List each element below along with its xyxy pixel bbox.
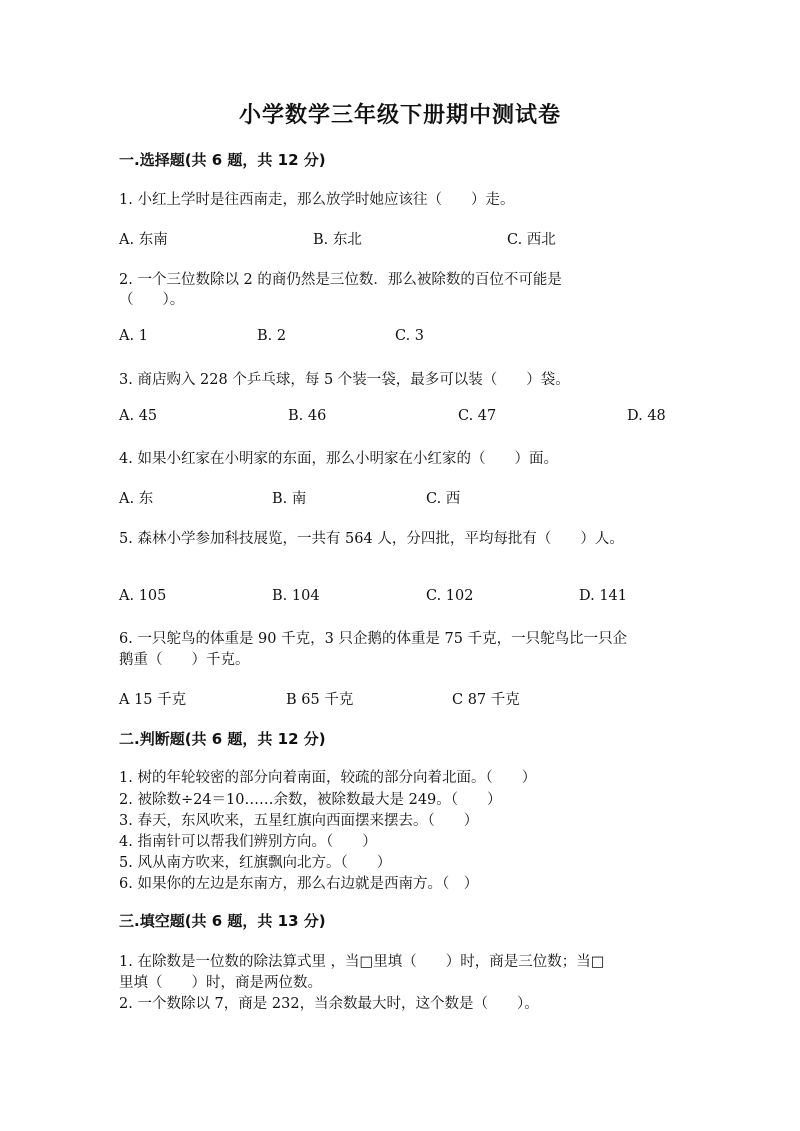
option-a: A. 105: [119, 588, 167, 604]
option-a: A. 东: [119, 491, 154, 507]
statement-item: 6. 如果你的左边是东南方，那么右边就是西南方。（ ）: [119, 876, 479, 892]
question-text-continued: 鹅重（ ）千克。: [119, 652, 250, 668]
question-text: 5. 森林小学参加科技展览，一共有 564 人，分四批，平均每批有（ ）人。: [119, 531, 624, 547]
option-b: B. 东北: [313, 232, 362, 248]
option-a: A 15 千克: [119, 692, 187, 708]
option-a: A. 1: [119, 328, 148, 344]
statement-item: 3. 春天，东风吹来，五星红旗向西面摆来摆去。（ ）: [119, 813, 479, 829]
question-text: 2. 一个三位数除以 2 的商仍然是三位数．那么被除数的百位不可能是: [119, 272, 562, 288]
question-text: 1. 小红上学时是往西南走，那么放学时她应该往（ ）走。: [119, 192, 515, 208]
option-b: B. 南: [272, 491, 307, 507]
fill-item-continued: 里填（ ）时，商是两位数。: [119, 975, 322, 991]
question-text-continued: （ ）。: [119, 292, 185, 308]
option-c: C. 西北: [507, 232, 556, 248]
question-text: 4. 如果小红家在小明家的东面，那么小明家在小红家的（ ）面。: [119, 451, 558, 467]
option-b: B 65 千克: [286, 692, 354, 708]
section-heading-fill-in: 三.填空题(共 6 题，共 13 分): [119, 912, 326, 930]
page-title: 小学数学三年级下册期中测试卷: [238, 103, 561, 128]
statement-item: 5. 风从南方吹来，红旗飘向北方。（ ）: [119, 855, 392, 871]
option-d: D. 141: [579, 588, 628, 604]
option-a: A. 45: [119, 408, 158, 424]
option-b: B. 104: [272, 588, 320, 604]
fill-item: 2. 一个数除以 7，商是 232，当余数最大时，这个数是（ ）。: [119, 996, 539, 1012]
option-c: C. 3: [395, 328, 425, 344]
option-d: D. 48: [627, 408, 666, 424]
statement-item: 4. 指南针可以帮我们辨别方向。（ ）: [119, 834, 377, 850]
option-c: C. 西: [426, 491, 461, 507]
option-b: B. 2: [257, 328, 287, 344]
section-heading-choice: 一.选择题(共 6 题，共 12 分): [119, 151, 326, 169]
statement-item: 2. 被除数÷24＝10……余数，被除数最大是 249。（ ）: [119, 792, 502, 808]
statement-item: 1. 树的年轮较密的部分向着南面，较疏的部分向着北面。（ ）: [119, 770, 537, 786]
fill-item: 1. 在除数是一位数的除法算式里 ，当□里填（ ）时，商是三位数；当□: [119, 954, 605, 970]
section-heading-judgement: 二.判断题(共 6 题，共 12 分): [119, 730, 326, 748]
option-c: C. 47: [458, 408, 497, 424]
option-b: B. 46: [288, 408, 327, 424]
option-c: C 87 千克: [452, 692, 520, 708]
question-text: 3. 商店购入 228 个乒乓球，每 5 个装一袋，最多可以装（ ）袋。: [119, 372, 570, 388]
question-text: 6. 一只鸵鸟的体重是 90 千克，3 只企鹅的体重是 75 千克，一只鸵鸟比一只企: [119, 631, 628, 647]
option-c: C. 102: [426, 588, 474, 604]
option-a: A. 东南: [119, 232, 168, 248]
